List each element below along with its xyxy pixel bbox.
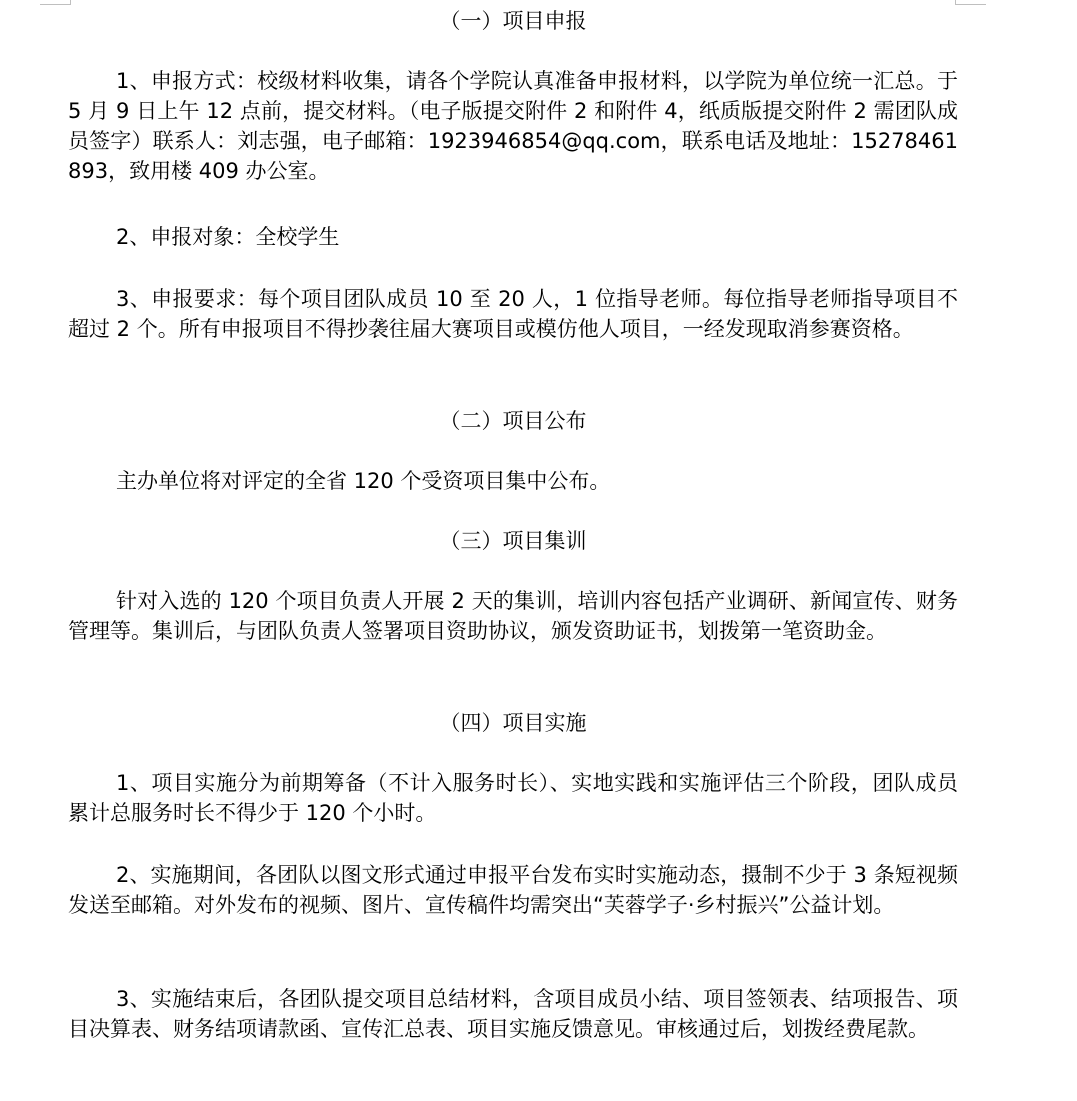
- section-heading-1: （一）项目申报: [439, 9, 587, 33]
- page-corner-mark-left: [40, 0, 71, 5]
- section-heading-4: （四）项目实施: [439, 711, 587, 735]
- section-4-paragraph-1: 1、项目实施分为前期筹备（不计入服务时长）、实地实践和实施评估三个阶段，团队成员累计总服务时长不得少于 120 个小时。: [68, 771, 958, 825]
- section-1-paragraph-1: 1、申报方式：校级材料收集，请各个学院认真准备申报材料，以学院为单位统一汇总。于 5 月 9 日上午 12 点前，提交材料。（电子版提交附件 2 和附件 4，纸质版提交附件 2 需团队成员签字）联系人：刘志强，电子邮箱：1923946854@qq.com，联系电话及地址：15278461893，致用楼 409 办公室。: [68, 69, 958, 183]
- section-heading-2: （二）项目公布: [439, 409, 587, 433]
- section-1-paragraph-3: 3、申报要求：每个项目团队成员 10 至 20 人，1 位指导老师。每位指导老师指导项目不超过 2 个。所有申报项目不得抄袭往届大赛项目或模仿他人项目，一经发现取消参赛资格。: [68, 287, 958, 341]
- section-4-paragraph-3: 3、实施结束后，各团队提交项目总结材料，含项目成员小结、项目签领表、结项报告、项目决算表、财务结项请款函、宣传汇总表、项目实施反馈意见。审核通过后，划拨经费尾款。: [68, 987, 958, 1041]
- section-4-paragraph-2: 2、实施期间，各团队以图文形式通过申报平台发布实时实施动态，摄制不少于 3 条短视频发送至邮箱。对外发布的视频、图片、宣传稿件均需突出“芙蓉学子·乡村振兴”公益计划。: [68, 863, 958, 917]
- section-2-paragraph-1: 主办单位将对评定的全省 120 个受资项目集中公布。: [116, 469, 611, 493]
- section-1-paragraph-2: 2、申报对象：全校学生: [116, 225, 340, 249]
- page-corner-mark-right: [955, 0, 986, 5]
- section-3-paragraph-1: 针对入选的 120 个项目负责人开展 2 天的集训，培训内容包括产业调研、新闻宣传、财务管理等。集训后，与团队负责人签署项目资助协议，颁发资助证书，划拨第一笔资助金。: [68, 589, 958, 643]
- section-heading-3: （三）项目集训: [439, 529, 587, 553]
